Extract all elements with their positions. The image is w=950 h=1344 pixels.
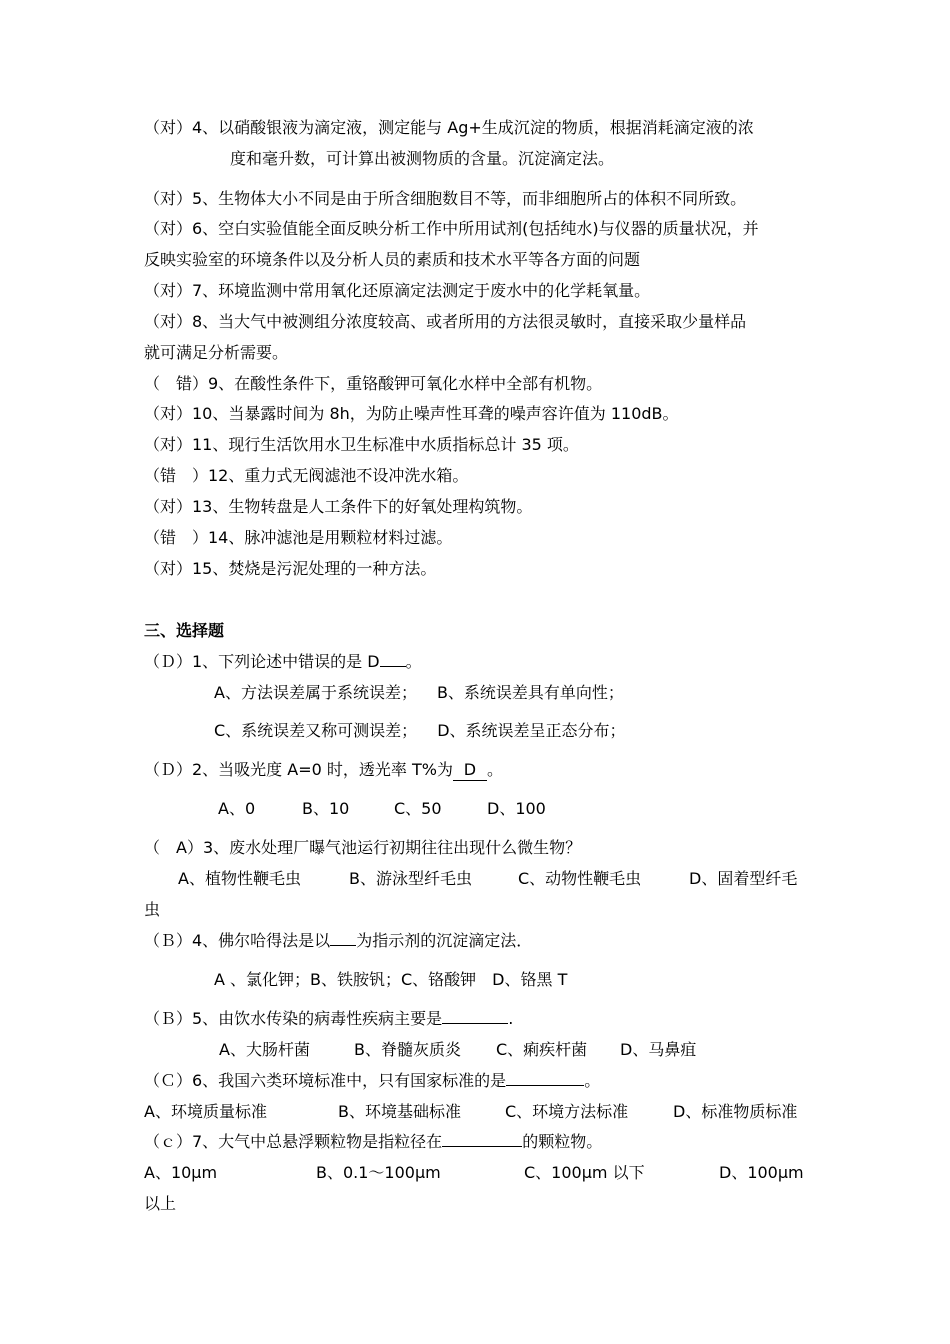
q1-options-row-2 [214,720,626,742]
q5-stem-text: （Ｂ）5、由饮水传染的病毒性疾病主要是 [144,1009,443,1028]
q6-option-c: C、环境方法标准 [505,1102,629,1121]
q1-stem-end: 。 [405,652,422,671]
q7-option-d: D、100μm [719,1163,804,1182]
tf-item-5: （对）5、生物体大小不同是由于所含细胞数目不等，而非细胞所占的体积不同所致。 [144,189,747,208]
q3-option-b: B、游泳型纤毛虫 [349,869,472,888]
q2-option-d: D、100 [487,799,546,818]
q4-stem-end: 为指示剂的沉淀滴定法． [356,931,533,950]
tf-item-13: （对）13、生物转盘是人工条件下的好氧处理构筑物。 [144,497,533,516]
q5-blank [442,1023,508,1024]
tf-item-8-line-2: 就可满足分析需要。 [144,343,289,362]
q2-blank: D [453,760,487,781]
tf-item-10: （对）10、当暴露时间为 8h，为防止噪声性耳聋的噪声容许值为 110dB。 [144,404,679,423]
q4-options: A 、氯化钾；B、铁胺钒；C、铬酸钾 D、铬黑 T [214,970,568,989]
q1-option-d: D、系统误差呈正态分布； [437,721,626,740]
q5-stem [144,1008,513,1030]
q3-stem: （ A）3、废水处理厂曝气池运行初期往往出现什么微生物？ [144,838,582,857]
q4-stem-text: （Ｂ）4、佛尔哈得法是以 [144,931,331,950]
q7-stem-end: 的颗粒物。 [522,1132,603,1151]
q2-option-b: B、10 [302,799,350,818]
q6-stem-text: （Ｃ）6、我国六类环境标准中，只有国家标准的是 [144,1071,507,1090]
q6-option-d: D、标准物质标准 [673,1102,798,1121]
q3-option-a: A、植物性鞭毛虫 [178,869,301,888]
q7-option-c: C、100μm 以下 [524,1163,645,1182]
q1-options-row-1 [214,682,624,704]
q2-option-c: C、50 [394,799,442,818]
q6-option-a: A、环境质量标准 [144,1102,267,1121]
q3-option-d-wrap: 虫 [144,900,161,919]
tf-item-4-line-1: （对）4、以硝酸银液为滴定液，测定能与 Ag+生成沉淀的物质，根据消耗滴定液的浓 [144,118,754,137]
q6-stem-end: 。 [584,1071,601,1090]
tf-item-9: （ 错）9、在酸性条件下，重铬酸钾可氧化水样中全部有机物。 [144,374,603,393]
q1-stem [144,651,422,673]
tf-item-11: （对）11、现行生活饮用水卫生标准中水质指标总计 35 项。 [144,435,579,454]
tf-item-8-line-1: （对）8、当大气中被测组分浓度较高、或者所用的方法很灵敏时，直接采取少量样品 [144,312,747,331]
q5-option-b: B、脊髓灰质炎 [354,1040,461,1059]
q5-option-c: C、痢疾杆菌 [496,1040,588,1059]
section-title: 三、选择题 [144,621,225,640]
q6-option-b: B、环境基础标准 [338,1102,461,1121]
q3-option-c: C、动物性鞭毛虫 [518,869,642,888]
tf-item-6-line-1: （对）6、空白实验值能全面反映分析工作中所用试剂(包括纯水)与仪器的质量状况，并 [144,219,759,238]
q7-option-a: A、10μm [144,1163,218,1182]
q4-blank [330,945,356,946]
q7-stem-text: （ｃ）7、大气中总悬浮颗粒物是指粒径在 [144,1132,443,1151]
tf-item-12: （错 ）12、重力式无阀滤池不设冲洗水箱。 [144,466,469,485]
q5-option-a: A、大肠杆菌 [219,1040,310,1059]
q3-option-d: D、固着型纤毛 [689,869,798,888]
q2-stem-end: 。 [486,760,503,779]
q7-option-b: B、0.1～100μm [316,1163,441,1182]
q2-option-a: A、0 [218,799,256,818]
q1-option-c: C、系统误差又称可测误差； [214,721,418,740]
q4-stem [144,930,532,952]
tf-item-14: （错 ）14、脉冲滤池是用颗粒材料过滤。 [144,528,453,547]
q2-stem-text: （Ｄ）2、当吸光度 A=0 时，透光率 T%为 [144,760,453,779]
q6-blank [506,1085,584,1086]
q7-blank [442,1146,522,1147]
q7-option-d-wrap: 以上 [144,1194,177,1213]
q6-stem [144,1070,600,1092]
tf-item-15: （对）15、焚烧是污泥处理的一种方法。 [144,559,437,578]
tf-item-7: （对）7、环境监测中常用氧化还原滴定法测定于废水中的化学耗氧量。 [144,281,651,300]
q1-option-b: B、系统误差具有单向性； [436,683,624,702]
q5-option-d: D、马鼻疽 [620,1040,697,1059]
q2-stem [144,759,503,781]
q1-option-a: A、方法误差属于系统误差； [214,683,417,702]
tf-item-6-line-2: 反映实验室的环境条件以及分析人员的素质和技术水平等各方面的问题 [144,250,641,269]
tf-item-4-line-2: 度和毫升数，可计算出被测物质的含量。沉淀滴定法。 [230,149,615,168]
q1-blank [380,666,406,667]
q7-stem [144,1131,602,1153]
q5-stem-end: . [508,1009,514,1028]
q1-stem-text: （Ｄ）1、下列论述中错误的是 D [144,652,380,671]
